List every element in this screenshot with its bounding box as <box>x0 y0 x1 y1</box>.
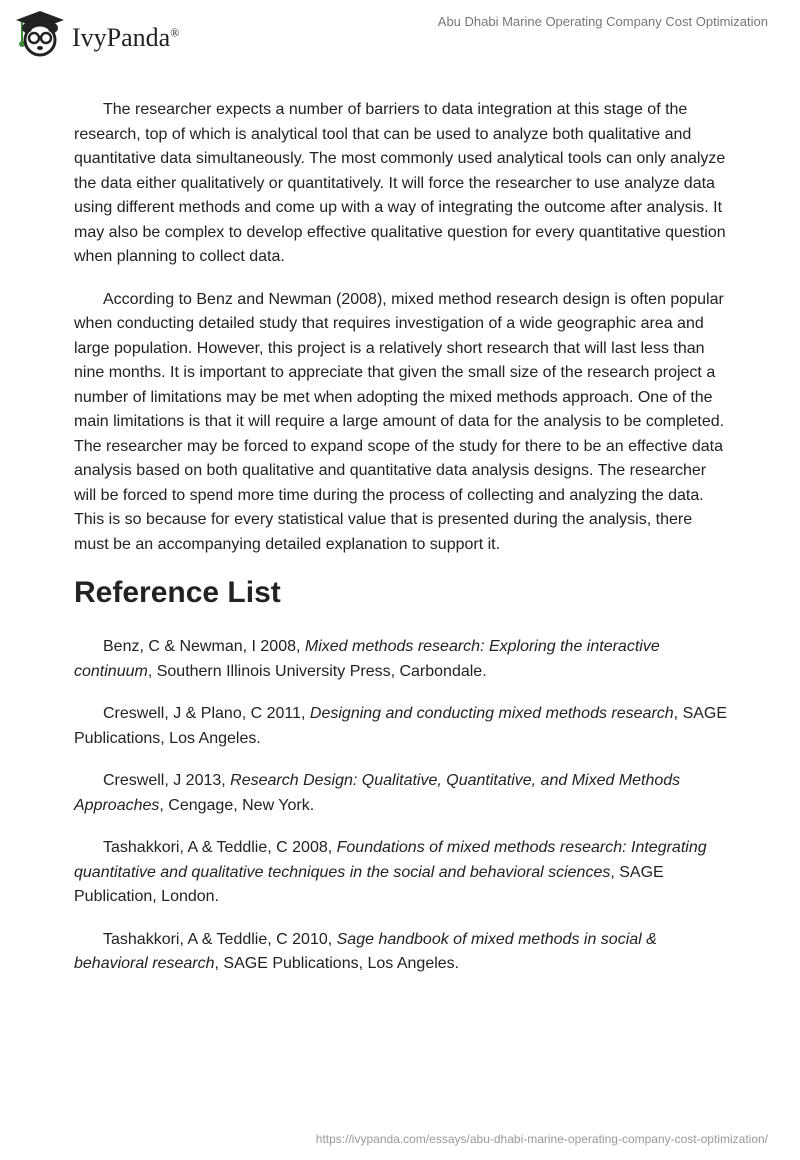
reference-publisher: , SAGE Publications, Los Angeles. <box>74 705 728 747</box>
reference-list <box>74 635 730 977</box>
ivypanda-logo[interactable] <box>12 8 179 58</box>
reference-publisher: , SAGE Publication, London. <box>74 863 664 905</box>
reference-publisher: , SAGE Publications, Los Angeles. <box>214 955 460 972</box>
body-paragraph: According to Benz and Newman (2008), mixed method research design is often popular when conducting detailed study that requires investigation of a wide geographic area and large population. However, this project is a relatively short research that will last less than nine months. It is important to appreciate that given the small size of the research project a number of limitations may be met when adopting the mixed methods approach. One of the main limitations is that it will require a large amount of data for the analysis to be completed. The researcher may be forced to expand scope of the study for there to be an effective data analysis based on both qualitative and quantitative data analysis designs. The researcher will be forced to spend more time during the process of collecting and analyzing the data. This is so because for every statistical value that is presented during the analysis, there must be an accompanying detailed explanation to support it. <box>74 290 725 553</box>
reference-title: Designing and conducting mixed methods research <box>309 705 674 722</box>
reference-item <box>74 928 730 977</box>
footer-url[interactable]: https://ivypanda.com/essays/abu-dhabi-marine-operating-company-cost-optimization/ <box>315 1132 768 1146</box>
reference-authors: Creswell, J 2013, <box>103 772 231 789</box>
body-paragraph: The researcher expects a number of barriers to data integration at this stage of the research, top of which is analytical tool that can be used to analyze both qualitative and quantitative data simultaneously. The most commonly used analytical tools can only analyze the data either qualitatively or quantitatively. It will force the researcher to use analyze data using different methods and come up with a way of integrating the outcome after analysis. It may also be complex to develop effective qualitative question for every quantitative question when planning to collect data. <box>74 101 726 265</box>
reference-title: Mixed methods research: Exploring the interactive continuum <box>74 638 660 680</box>
reference-item <box>74 702 730 751</box>
reference-item <box>74 769 730 818</box>
panda-graduate-icon <box>12 8 68 58</box>
reference-title: Research Design: Qualitative, Quantitative, and Mixed Methods Approaches <box>74 772 681 814</box>
reference-publisher: , Southern Illinois University Press, Carbondale. <box>147 662 487 680</box>
reference-publisher: , Cengage, New York. <box>159 796 315 814</box>
logo-text: IvyPanda <box>72 23 171 52</box>
registered-mark: ® <box>170 25 180 40</box>
reference-item <box>74 635 730 684</box>
reference-authors: Benz, C & Newman, I 2008, <box>103 638 305 655</box>
reference-authors: Creswell, J & Plano, C 2011, <box>103 705 310 722</box>
reference-title: Sage handbook of mixed methods in social & behavioral research <box>74 930 657 972</box>
reference-title: Foundations of mixed methods research: Integrating quantitative and qualitative techniques in the social and behavioral sciences <box>74 839 707 881</box>
references-heading: Reference List <box>74 576 281 609</box>
document-body <box>74 98 730 995</box>
document-title: Abu Dhabi Marine Operating Company Cost Optimization <box>437 14 768 29</box>
reference-item <box>74 836 730 910</box>
reference-authors: Tashakkori, A & Teddlie, C 2008, <box>103 839 337 856</box>
reference-authors: Tashakkori, A & Teddlie, C 2010, <box>103 930 337 948</box>
